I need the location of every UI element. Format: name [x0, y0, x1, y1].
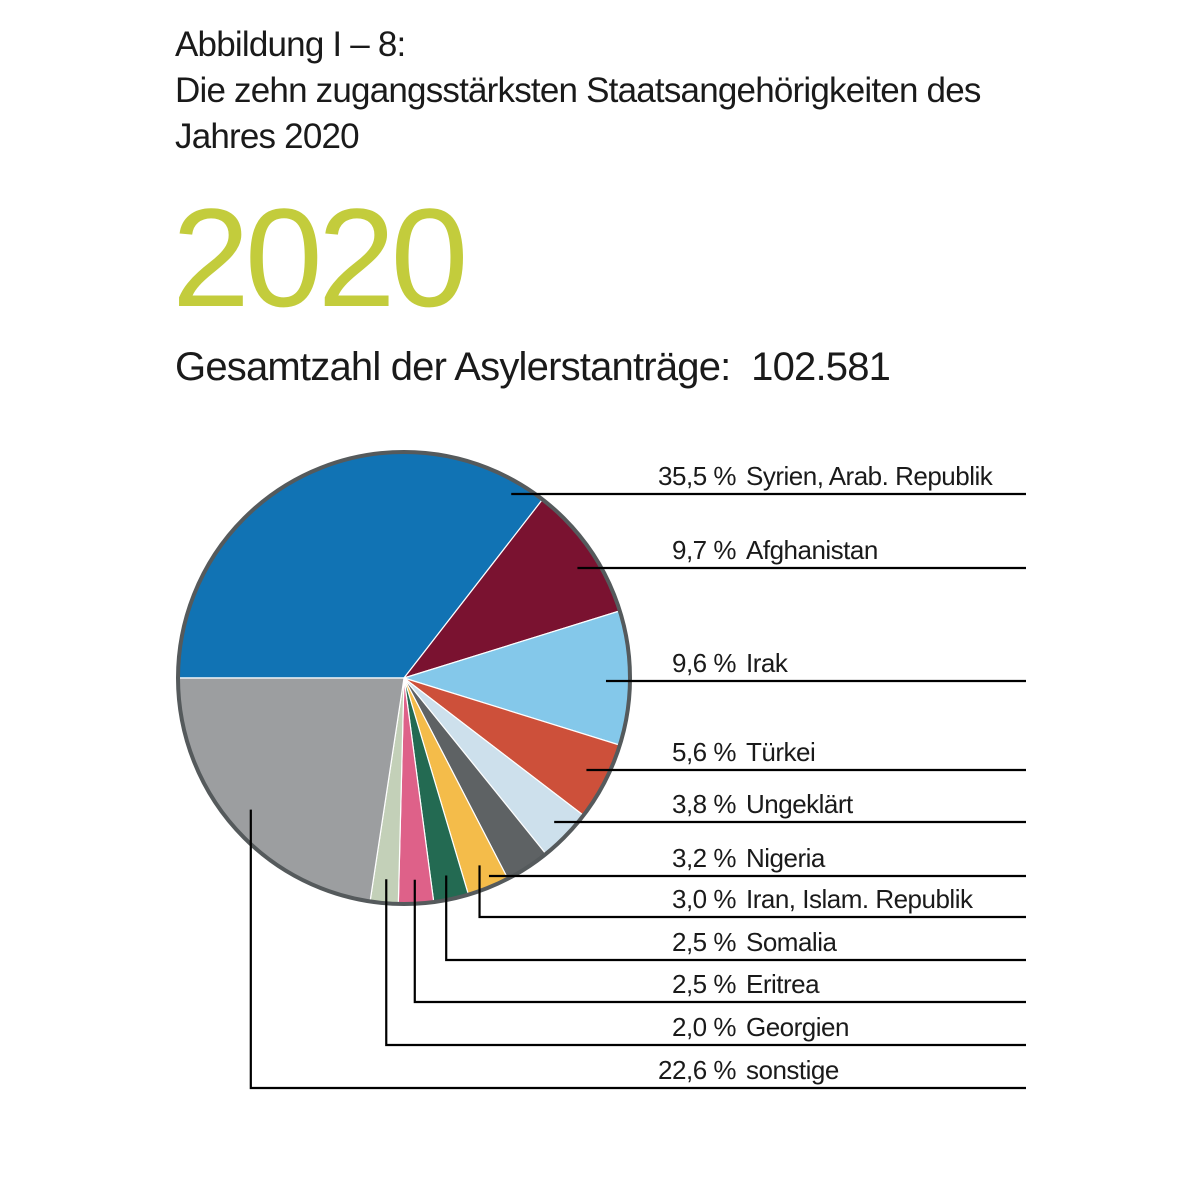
- slice-value-label: 9,6 %: [672, 648, 736, 678]
- slice-category-label: Irak: [746, 648, 788, 678]
- slice-value-label: 9,7 %: [672, 535, 736, 565]
- slice-category-label: Nigeria: [746, 843, 825, 873]
- slice-value-label: 2,5 %: [672, 927, 736, 957]
- slice-category-label: sonstige: [746, 1055, 839, 1085]
- total-value: 102.581: [751, 345, 891, 389]
- slice-category-label: Eritrea: [746, 969, 820, 999]
- slice-category-label: Türkei: [746, 737, 816, 767]
- slice-category-label: Iran, Islam. Republik: [746, 884, 973, 914]
- total-label: Gesamtzahl der Asylerstanträge:: [175, 345, 731, 389]
- slice-value-label: 22,6 %: [658, 1055, 736, 1085]
- slice-value-label: 2,5 %: [672, 969, 736, 999]
- slice-value-label: 35,5 %: [658, 461, 736, 491]
- slice-value-label: 5,6 %: [672, 737, 736, 767]
- figure-title-line-2: Die zehn zugangsstärksten Staatsangehörigkeiten des: [175, 71, 981, 110]
- slice-value-label: 3,8 %: [672, 789, 736, 819]
- slice-value-label: 2,0 %: [672, 1012, 736, 1042]
- slice-labels: [658, 461, 994, 1085]
- figure-number: Abbildung I – 8:: [175, 25, 406, 64]
- figure-title-line-3: Jahres 2020: [175, 117, 359, 156]
- slice-value-label: 3,2 %: [672, 843, 736, 873]
- slice-category-label: Afghanistan: [746, 535, 878, 565]
- slice-value-label: 3,0 %: [672, 884, 736, 914]
- slice-category-label: Ungeklärt: [746, 789, 853, 819]
- year-heading: 2020: [172, 179, 464, 336]
- pie-slices: [178, 452, 630, 904]
- slice-category-label: Somalia: [746, 927, 837, 957]
- slice-category-label: Georgien: [746, 1012, 849, 1042]
- pie-slice-sonstige: [178, 678, 404, 901]
- slice-category-label: Syrien, Arab. Republik: [746, 461, 993, 491]
